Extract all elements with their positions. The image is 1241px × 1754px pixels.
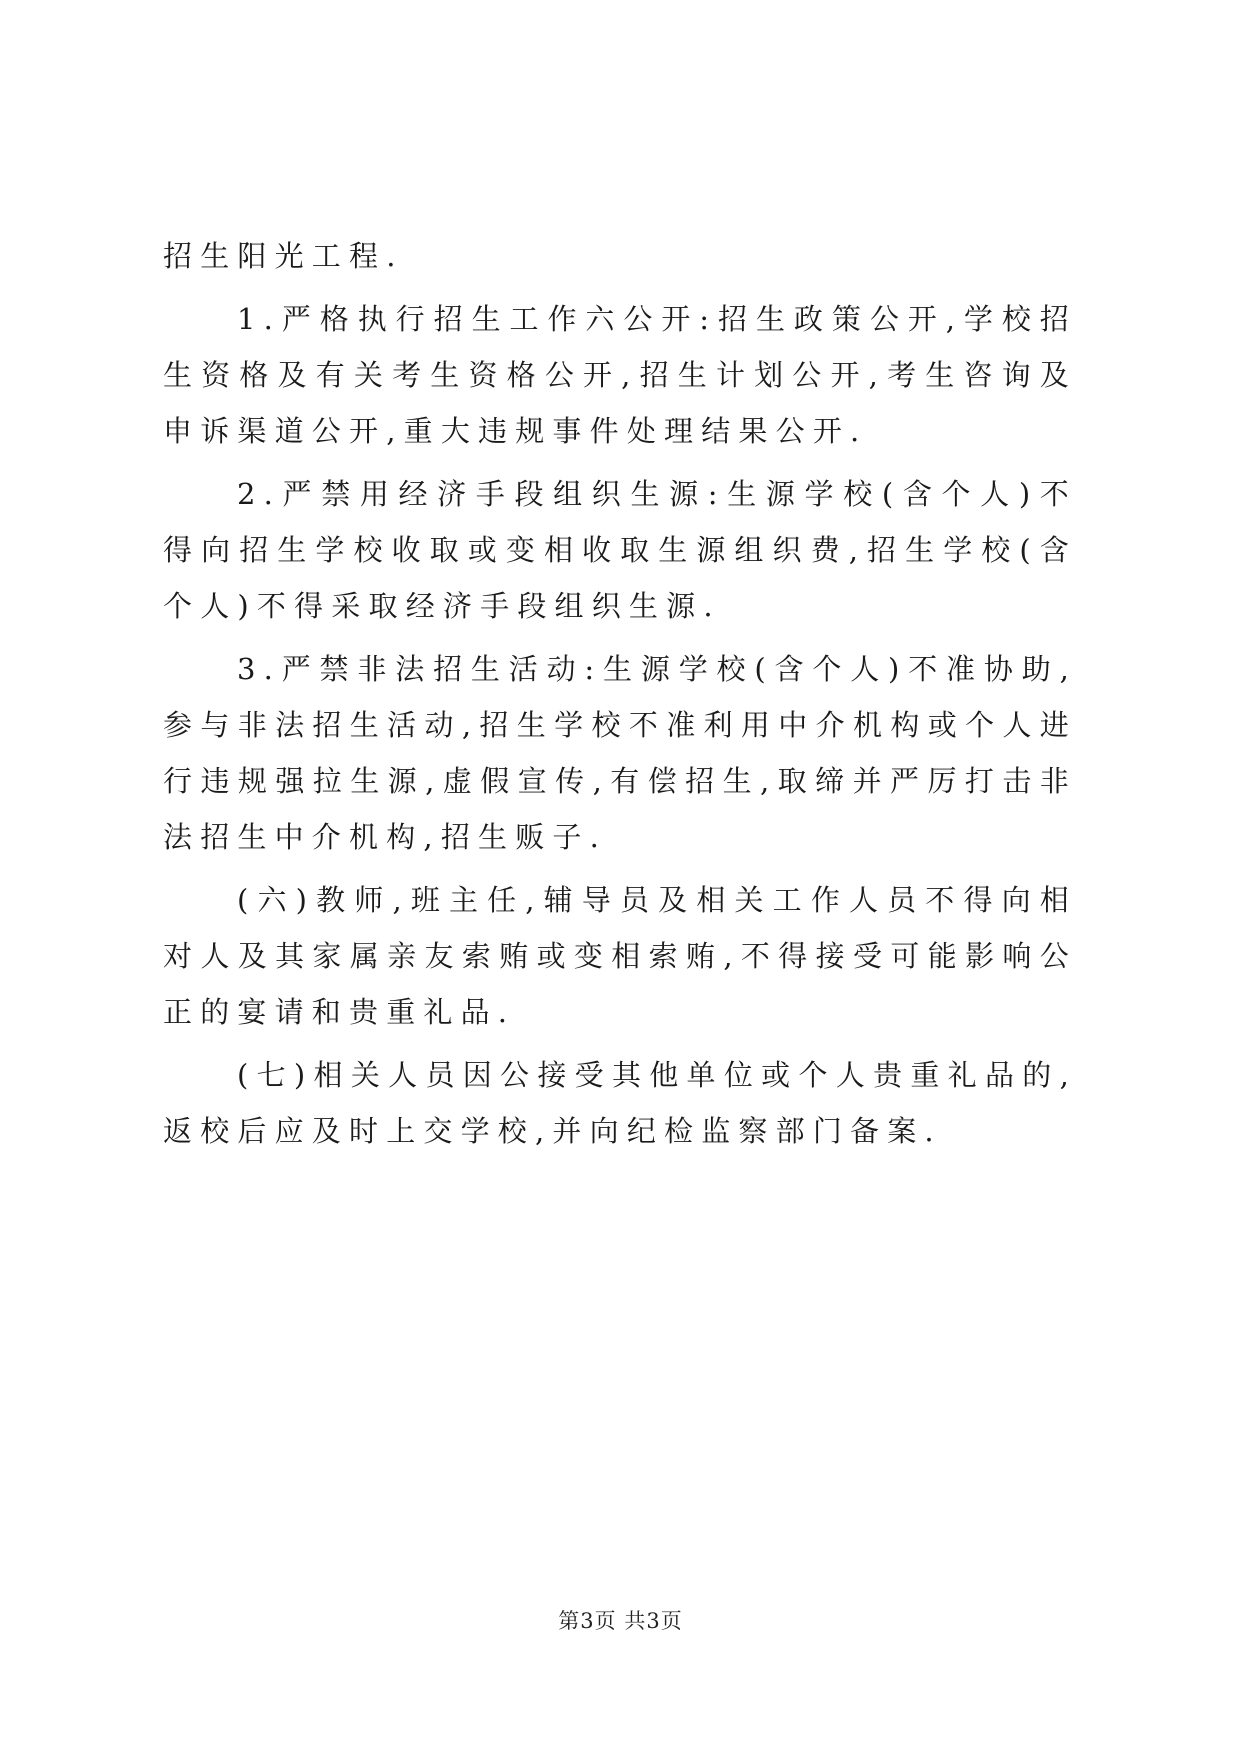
paragraph-section-7: (七)相关人员因公接受其他单位或个人贵重礼品的,返校后应及时上交学校,并向纪检监察部门备案. <box>163 1058 1077 1148</box>
paragraph-continuation: 招生阳光工程. <box>163 239 404 273</box>
paragraph-item-2: 2.严禁用经济手段组织生源:生源学校(含个人)不得向招生学校收取或变相收取生源组织费,招生学校(含个人)不得采取经济手段组织生源. <box>163 477 1077 623</box>
document-body <box>163 228 1077 1166</box>
paragraph-section-6: (六)教师,班主任,辅导员及相关工作人员不得向相对人及其家属亲友索贿或变相索贿,不得接受可能影响公正的宴请和贵重礼品. <box>163 883 1077 1029</box>
paragraph-item-1: 1.严格执行招生工作六公开:招生政策公开,学校招生资格及有关考生资格公开,招生计划公开,考生咨询及申诉渠道公开,重大违规事件处理结果公开. <box>163 302 1078 448</box>
paragraph-item-3: 3.严禁非法招生活动:生源学校(含个人)不准协助,参与非法招生活动,招生学校不准利用中介机构或个人进行违规强拉生源,虚假宣传,有偿招生,取缔并严厉打击非法招生中介机构,招生贩子. <box>163 652 1077 854</box>
page-footer: 第3页 共3页 <box>558 1609 683 1633</box>
